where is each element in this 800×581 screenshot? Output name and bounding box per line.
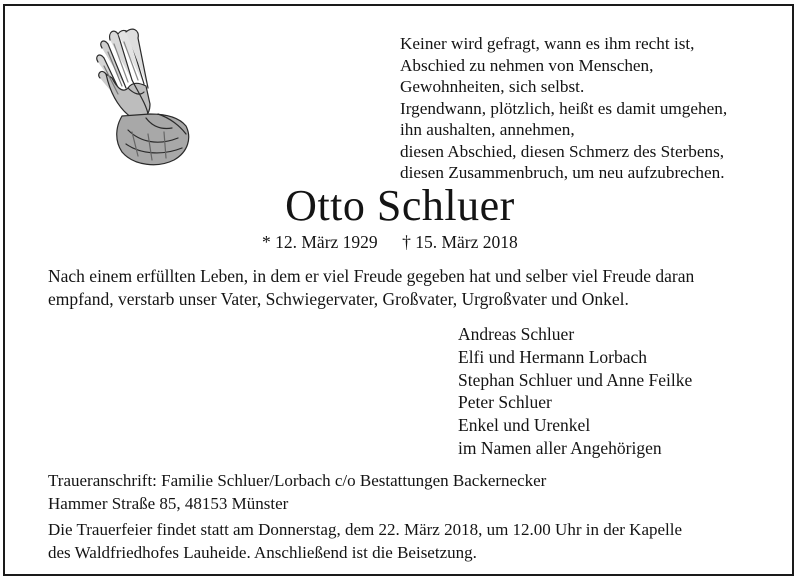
poem-line: diesen Zusammenbruch, um neu aufzubrechen. bbox=[400, 163, 725, 182]
ceremony-line: Die Trauerfeier findet statt am Donnerstag, dem 22. März 2018, um 12.00 Uhr in der Kapelle bbox=[48, 520, 683, 539]
intro-text bbox=[48, 265, 694, 311]
ceremony-line: des Waldfriedhofes Lauheide. Anschließend ist die Beisetzung. bbox=[48, 542, 477, 562]
mourner: Enkel und Urenkel bbox=[458, 415, 591, 436]
death-date: † 15. März 2018 bbox=[402, 232, 518, 252]
poem-line: Gewohnheiten, sich selbst. bbox=[400, 77, 585, 96]
poem-line: ihn aushalten, annehmen, bbox=[400, 120, 575, 139]
mourner: Peter Schluer bbox=[458, 392, 552, 413]
poem-line: Irgendwann, plötzlich, heißt es damit umgehen, bbox=[400, 98, 728, 118]
poem bbox=[400, 33, 727, 184]
mourner: Stephan Schluer und Anne Feilke bbox=[458, 369, 693, 390]
praying-hands-icon bbox=[88, 22, 200, 172]
deceased-name: Otto Schluer bbox=[285, 181, 515, 230]
address-line: Traueranschrift: Familie Schluer/Lorbach c/o Bestattungen Backernecker bbox=[48, 471, 547, 490]
funeral-ceremony-info bbox=[48, 519, 682, 564]
birth-date: * 12. März 1929 bbox=[262, 232, 378, 252]
address-line: Hammer Straße 85, 48153 Münster bbox=[48, 493, 289, 513]
mourners-list bbox=[458, 323, 692, 460]
poem-line: Keiner wird gefragt, wann es ihm recht ist, bbox=[400, 34, 695, 53]
intro-line: empfand, verstarb unser Vater, Schwiegervater, Großvater, Urgroßvater und Onkel. bbox=[48, 289, 629, 309]
mourner: Andreas Schluer bbox=[458, 324, 575, 344]
poem-line: diesen Abschied, diesen Schmerz des Sterbens, bbox=[400, 141, 725, 161]
mourner: Elfi und Hermann Lorbach bbox=[458, 346, 648, 367]
mourner: im Namen aller Angehörigen bbox=[458, 437, 662, 458]
poem-line: Abschied zu nehmen von Menschen, bbox=[400, 55, 654, 75]
mourning-address bbox=[48, 470, 546, 515]
life-dates bbox=[262, 231, 518, 253]
intro-line: Nach einem erfüllten Leben, in dem er viel Freude gegeben hat und selber viel Freude daran bbox=[48, 266, 695, 286]
